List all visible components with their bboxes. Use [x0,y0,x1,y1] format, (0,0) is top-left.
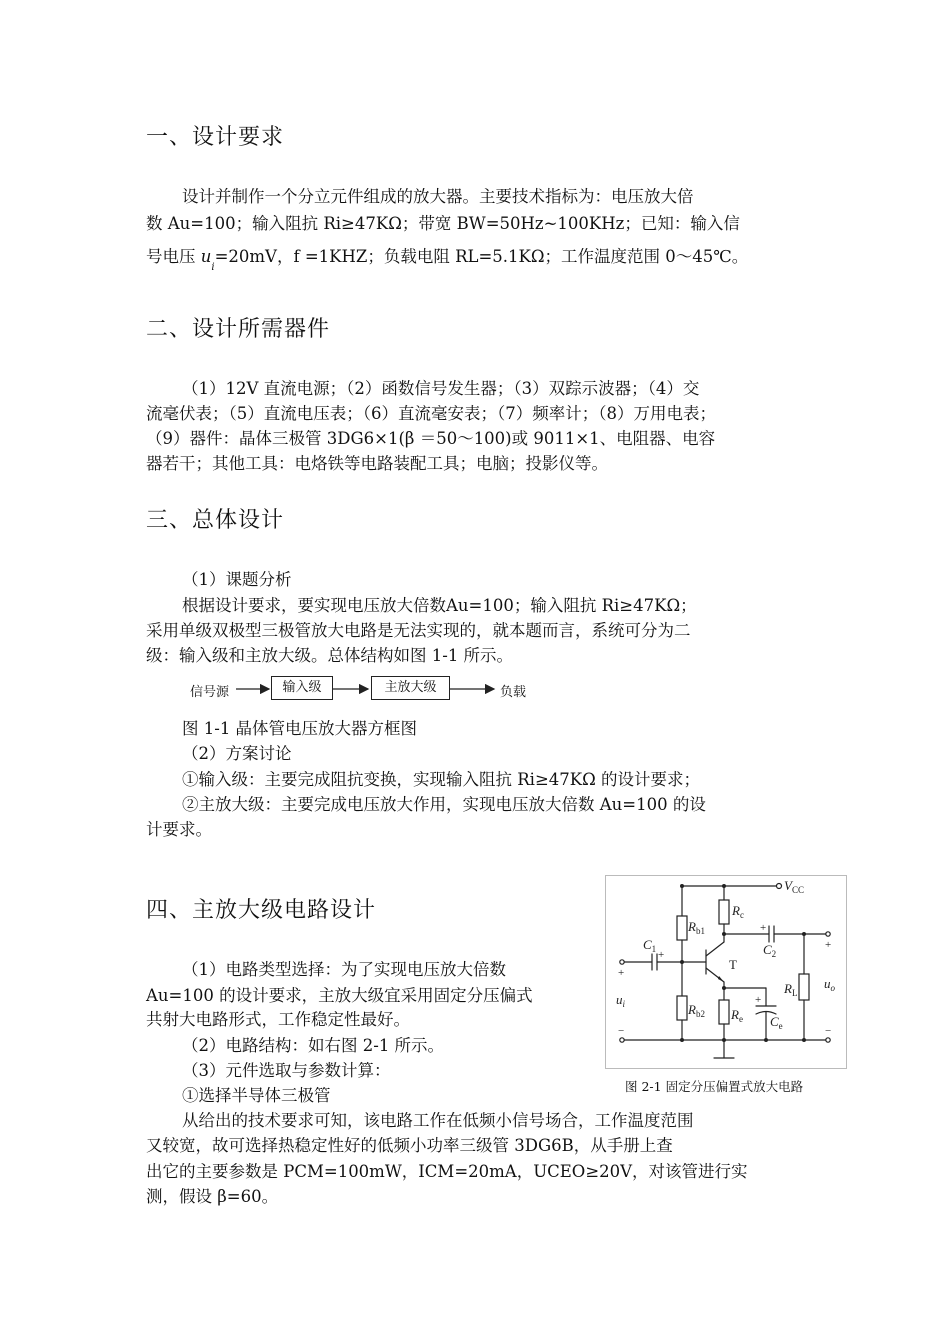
para-line: 级：输入级和主放大级。总体结构如图 1-1 所示。 [146,646,514,665]
para-line: （2）电路结构：如右图 2-1 所示。 [182,1036,445,1055]
label-re: $R_e$ [731,1007,743,1024]
para-line: （1）课题分析 [182,570,292,589]
para-line: 器若干；其他工具：电烙铁等电路装配工具；电脑；投影仪等。 [146,454,608,473]
label-c1-plus: + [658,949,665,961]
label-input-minus: − [618,1025,625,1037]
para-line: 采用单级双极型三极管放大电路是无法实现的，就本题而言，系统可分为二 [146,621,691,640]
para-line: 共射大电路形式，工作稳定性最好。 [146,1010,410,1029]
para-line: 出它的主要参数是 PCM=100mW，ICM=20mA，UCEO≥20V，对该管进行实 [146,1162,748,1181]
para-line: 设计并制作一个分立元件组成的放大器。主要技术指标为：电压放大倍 [182,187,694,206]
label-rl: $R_L$ [784,981,798,998]
label-c1: $C_1$ [643,937,657,954]
heading-required-devices: 二、设计所需器件 [146,317,331,342]
label-input-plus: + [618,967,625,979]
heading-overall-design: 三、总体设计 [146,508,285,533]
para-line: （9）器件：晶体三极管 3DG6×1(β ＝50～100)或 9011×1、电阻器、电容 [146,429,716,448]
para-line: 号电压 $u_i=20mV$，f =1KHZ；负载电阻 RL=5.1KΩ；工作温度范围 0～45℃。 [146,247,749,273]
para-line: ①输入级：主要完成阻抗变换，实现输入阻抗 Ri≥47KΩ 的设计要求； [182,770,701,789]
para-line: （2）方案讨论 [182,744,292,763]
label-c2-plus: + [760,922,767,934]
para-line: 又较宽，故可选择热稳定性好的低频小功率三级管 3DG6B，从手册上查 [146,1136,673,1155]
para-line: （3）元件选取与参数计算： [182,1061,391,1080]
label-ce: $C_e$ [770,1014,783,1031]
block-input-stage: 输入级 [271,676,333,700]
para-line: ②主放大级：主要完成电压放大作用，实现电压放大倍数 Au=100 的设 [182,795,706,814]
heading-design-requirements: 一、设计要求 [146,125,285,150]
para-line: 流毫伏表；（5）直流电压表；（6）直流毫安表；（7）频率计；（8）万用电表； [146,404,716,423]
label-rb2: $R_{b2}$ [688,1002,705,1019]
block-load-label: 负载 [500,685,527,700]
para-line: ①选择半导体三极管 [182,1086,331,1105]
label-output-minus: − [825,1025,832,1037]
label-ce-plus: + [755,994,762,1006]
block-main-amp-stage: 主放大级 [371,676,450,700]
para-line: Au=100 的设计要求，主放大级宜采用固定分压偏式 [146,986,533,1005]
para-line: 测，假设 β=60。 [146,1187,279,1206]
label-vcc: $V_{CC}$ [784,878,804,895]
para-line: （1）12V 直流电源；（2）函数信号发生器；（3）双踪示波器；（4）交 [182,379,700,398]
label-ui: $u_i$ [616,992,626,1009]
label-rc: $R_c$ [732,903,744,920]
para-line: 数 Au=100；输入阻抗 Ri≥47KΩ；带宽 BW=50Hz~100KHz；已知：输入信 [146,214,740,233]
para-line: 计要求。 [146,820,212,839]
heading-main-amp-circuit: 四、主放大级电路设计 [146,898,377,923]
label-transistor: T [729,957,737,972]
label-c2: $C_2$ [763,942,777,959]
circuit-figure-caption: 图 2-1 固定分压偏置式放大电路 [625,1079,804,1094]
label-output-plus: + [825,939,832,951]
block-source-label: 信号源 [190,685,230,700]
para-line: 从给出的技术要求可知，该电路工作在低频小信号场合，工作温度范围 [182,1111,694,1130]
para-line: （1）电路类型选择：为了实现电压放大倍数 [182,960,506,979]
figure-caption: 图 1-1 晶体管电压放大器方框图 [182,719,418,738]
amplifier-circuit-diagram [605,875,847,1069]
para-line: 根据设计要求，要实现电压放大倍数Au=100；输入阻抗 Ri≥47KΩ； [182,596,697,615]
label-rb1: $R_{b1}$ [688,919,705,936]
label-uo: $u_o$ [824,976,835,993]
